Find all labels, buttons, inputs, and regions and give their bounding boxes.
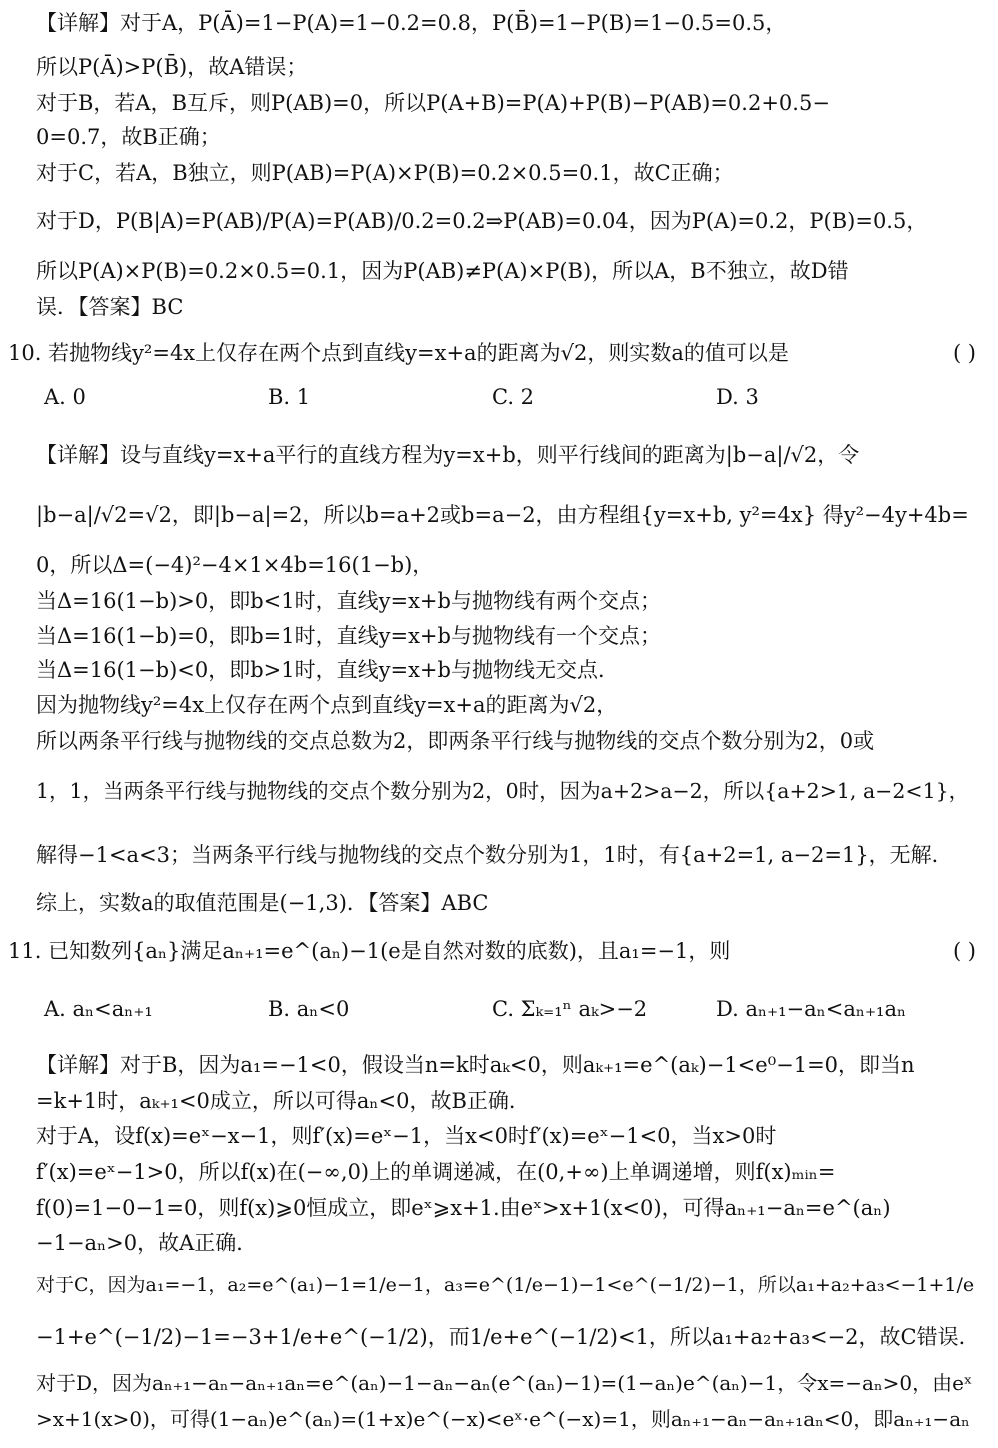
q11-option-d: D. aₙ₊₁−aₙ<aₙ₊₁aₙ (716, 997, 907, 1021)
question-10-answer-bracket: ( ) (952, 341, 976, 365)
solution-line: 当Δ=16(1−b)>0，即b<1时，直线y=x+b与抛物线有两个交点； (36, 589, 661, 613)
solution-line: 1，1，当两条平行线与抛物线的交点个数分别为2，0时，因为a+2>a−2，所以{a+2>1, a−2<1}， (36, 779, 970, 803)
solution-line: 所以P(A)×P(B)=0.2×0.5=0.1，因为P(AB)≠P(A)×P(B)，所以A，B不独立，故D错 (36, 259, 849, 283)
solution-line: =k+1时，aₖ₊₁<0成立，所以可得aₙ<0，故B正确． (36, 1089, 530, 1113)
solution-line: 【详解】对于B，因为a₁=−1<0，假设当n=k时aₖ<0，则aₖ₊₁=e^(aₖ)−1<e⁰−1=0，即当n (36, 1053, 915, 1077)
solution-line: −1−aₙ>0，故A正确． (36, 1231, 258, 1255)
solution-line: 0=0.7，故B正确； (36, 125, 221, 149)
question-11-stem: 11. 已知数列{aₙ}满足aₙ₊₁=e^(aₙ)−1(e是自然对数的底数)，且a₁=−1，则 (8, 939, 731, 963)
solution-line: >x+1(x>0)，可得(1−aₙ)e^(aₙ)=(1+x)e^(−x)<eˣ·e^(−x)=1，则aₙ₊₁−aₙ−aₙ₊₁aₙ<0，即aₙ₊₁−aₙ (36, 1407, 970, 1431)
q10-option-c: C. 2 (492, 385, 535, 409)
solution-line: f′(x)=eˣ−1>0，所以f(x)在(−∞,0)上的单调递减，在(0,+∞)上单调递增，则f(x)ₘᵢₙ= (36, 1160, 836, 1184)
solution-line: 对于A，设f(x)=eˣ−x−1，则f′(x)=eˣ−1，当x<0时f′(x)=eˣ−1<0，当x>0时 (36, 1124, 777, 1148)
q10-option-b: B. 1 (268, 385, 311, 409)
q10-option-d: D. 3 (716, 385, 759, 409)
solution-line: 因为抛物线y²=4x上仅存在两个点到直线y=x+a的距离为√2， (36, 693, 618, 717)
solution-line: f(0)=1−0−1=0，则f(x)⩾0恒成立，即eˣ⩾x+1.由eˣ>x+1(x<0)，可得aₙ₊₁−aₙ=e^(aₙ) (36, 1196, 891, 1220)
answer-line: 误．【答案】BC (36, 295, 184, 319)
solution-line: 【详解】设与直线y=x+a平行的直线方程为y=x+b，则平行线间的距离为|b−a|/√2，令 (36, 443, 860, 467)
q11-option-b: B. aₙ<0 (268, 997, 350, 1021)
solution-line: −1+e^(−1/2)−1=−3+1/e+e^(−1/2)，而1/e+e^(−1/2)<1，所以a₁+a₂+a₃<−2，故C错误． (36, 1325, 980, 1349)
solution-line: 当Δ=16(1−b)=0，即b=1时，直线y=x+b与抛物线有一个交点； (36, 624, 661, 648)
solution-line: 对于C，因为a₁=−1，a₂=e^(a₁)−1=1/e−1，a₃=e^(1/e−1)−1<e^(−1/2)−1，所以a₁+a₂+a₃<−1+1/e (36, 1274, 975, 1296)
solution-line: 对于D，P(B|A)=P(AB)/P(A)=P(AB)/0.2=0.2⇒P(AB)=0.04，因为P(A)=0.2，P(B)=0.5， (36, 209, 928, 233)
question-10-stem: 10. 若抛物线y²=4x上仅存在两个点到直线y=x+a的距离为√2，则实数a的值可以是 (8, 341, 789, 365)
question-11-answer-bracket: ( ) (952, 939, 976, 963)
solution-line: 对于B，若A，B互斥，则P(AB)=0，所以P(A+B)=P(A)+P(B)−P(AB)=0.2+0.5− (36, 91, 830, 115)
solution-line: 0，所以Δ=(−4)²−4×1×4b=16(1−b)， (36, 553, 434, 577)
answer-line: 综上，实数a的取值范围是(−1,3)．【答案】ABC (36, 891, 489, 915)
solution-line: |b−a|/√2=√2，即|b−a|=2，所以b=a+2或b=a−2，由方程组{y=x+b, y²=4x} 得y²−4y+4b= (36, 503, 969, 527)
solution-line: 所以两条平行线与抛物线的交点总数为2，即两条平行线与抛物线的交点个数分别为2，0或 (36, 729, 875, 753)
solution-line: 所以P(Ā)>P(B̄)，故A错误； (36, 55, 308, 79)
q10-option-a: A. 0 (44, 385, 86, 409)
solution-line: 当Δ=16(1−b)<0，即b>1时，直线y=x+b与抛物线无交点． (36, 658, 619, 682)
solution-line: 解得−1<a<3；当两条平行线与抛物线的交点个数分别为1，1时，有{a+2=1, a−2=1}，无解． (36, 843, 953, 867)
solution-line: 【详解】对于A，P(Ā)=1−P(A)=1−0.2=0.8，P(B̄)=1−P(B)=1−0.5=0.5， (36, 11, 787, 35)
q11-option-a: A. aₙ<aₙ₊₁ (44, 997, 153, 1021)
solution-line: 对于C，若A，B独立，则P(AB)=P(A)×P(B)=0.2×0.5=0.1，故C正确； (36, 161, 734, 185)
q11-option-c: C. Σₖ₌₁ⁿ aₖ>−2 (492, 997, 648, 1021)
solution-line: 对于D，因为aₙ₊₁−aₙ−aₙ₊₁aₙ=e^(aₙ)−1−aₙ−aₙ(e^(aₙ)−1)=(1−aₙ)e^(aₙ)−1，令x=−aₙ>0，由eˣ (36, 1371, 973, 1395)
